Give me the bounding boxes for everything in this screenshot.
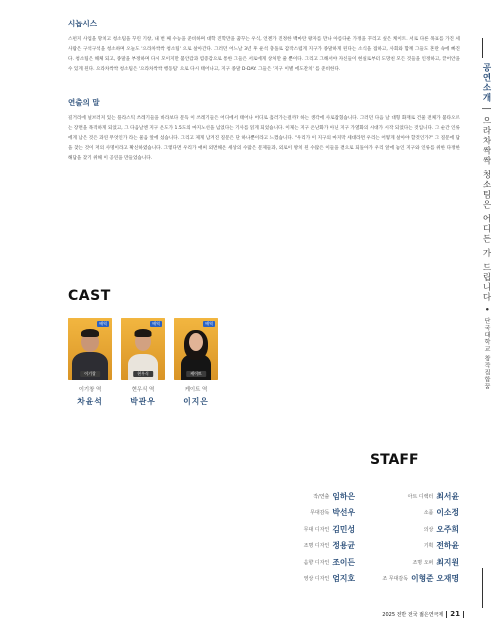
staff-name: 엄지호 (332, 574, 355, 584)
intent-text (68, 114, 460, 164)
cast-photo (174, 318, 218, 380)
footer-divider (463, 611, 464, 618)
cast-member (121, 385, 165, 407)
staff-name: 임하은 (332, 491, 355, 501)
side-divider (482, 38, 483, 58)
staff-role: 조명 오퍼 (412, 559, 434, 566)
cast-role: 케이트 역 (184, 387, 208, 393)
cast-photo-tag: 배역 (152, 321, 160, 326)
staff-name: 이소정 (436, 508, 459, 518)
main-content (68, 18, 460, 164)
staff-title: STAFF (370, 452, 419, 468)
staff-row (245, 554, 355, 571)
side-rail (470, 8, 500, 623)
synopsis-text (68, 35, 460, 75)
cast-role: 이기창 역 (78, 387, 102, 393)
cast-photo-tag: 배역 (205, 321, 213, 326)
intent-paragraph: 길거리에 널브러져 있는 플라스틱 쓰레기들을 바라보다 문득 이 쓰레기들은 어디에서 태어나 어디로 흘러가는걸까? 하는 생각에 사로잡혔습니다. 그러던 다음 날 대형 화재로 건물 전체가 불타오르는 장면을 목격하게 되었고, 그 다음날엔 지구 온도가 1.5도의 마지노선을 넘었다는 기사를 읽게 되었습니다. 이제는 지구 온난화가 아닌 지구 가열화의 시대가 시작 되었다는 것입니다. 그 순간 인류에게 남은 것은 과연 무엇인가 라는 물음 앞에 섰습니다. 그리고 제게 남겨진 질문은 단 하나뿐이라고 느꼈습니다. "우리가 이 지구의 마지막 세대라면 우리는 어떻게 살아야 할것인가?" 그 질문에 답을 찾는 것이 저의 사명이라고 확신하였습니다. 그렇다면 우리가 애써 외면해온 세상의 수많은 문제들과, 외로이 방치 된 수많은 이들을 곁으로 되돌아가 우리 앞에 놓인 지구와 인류를 위한 다정한 해답을 찾기 위해 이 공연을 만들었습니다. (68, 116, 460, 161)
staff-name: 오주희 (436, 524, 459, 534)
cast-name: 차윤석 (77, 397, 103, 406)
cast-labels (68, 385, 218, 407)
footer-text: 2025 전반 전국 젊은연극제 (382, 611, 444, 618)
staff-row (245, 488, 355, 505)
staff-name: 박선우 (332, 508, 355, 518)
staff-role: 영상 디자인 (303, 576, 330, 583)
cast-role: 현우식 역 (131, 387, 155, 393)
staff-role: 의상 (423, 526, 434, 533)
synopsis-heading: 시놉시스 (68, 19, 97, 28)
cast-photos (68, 318, 218, 380)
cast-title: CAST (68, 288, 111, 304)
staff-name: 정용균 (332, 541, 355, 551)
side-title: 으라차싹싹 청소팀은 어디든 가 드립니다 (481, 115, 491, 303)
staff-row (245, 505, 355, 522)
staff-name: 조이든 (332, 557, 355, 567)
staff-row (356, 554, 459, 571)
staff-row (356, 521, 459, 538)
staff-role: 아트 디렉터 (407, 493, 434, 500)
cast-photo-name: 이기창 (80, 371, 100, 377)
staff-row (245, 521, 355, 538)
cast-photo (121, 318, 165, 380)
side-label: 공연소개 (481, 63, 491, 103)
staff-name: 최서윤 (436, 491, 459, 501)
staff-role: 음향 디자인 (303, 559, 330, 566)
synopsis-paragraph: 스펀지 사업을 망치고 청소팀을 꾸린 기창, 내 번 째 수능을 준비하며 대학 진학만을 꿈꾸는 우식, 언젠가 진정한 백마탄 왕자를 만나 아름다운 가정을 꾸리고 싶은 케이트. 서로 다른 목표를 가진 세 사람은 구석구석을 청소하며 오늘도 '으라차싹싹 청소팀' 으로 살아간다. 그러던 어느날 3년 후 운석 충돌로 갑작스럽게 지구가 종말하게 된다는 소식을 접하고, 사회와 함께 그들도 혼란 속에 빠진다. 청소팀은 해체 되고, 종말을 부정하며 다시 모이지만 불안감과 염증감으로 통한 그들은 서로에게 상처만 줄 뿐이다. 그리고 그해서야 자신들이 현실로부터 도망친 모든 것들을 인정하고, 끝어안을 수 있게 된다. 으라차싹싹 청소팀은 '으라차싹싹 행동팀' 으로 다시 태어나고, 지구 종말 D-DAY. 그들은 '지구 이별 에도잔치' 를 준비한다. (68, 37, 460, 72)
side-company: 단국대학교 창작집합꿈 (483, 317, 490, 391)
staff-row (356, 505, 459, 522)
cast-name: 박관우 (130, 397, 156, 406)
staff-list-left (245, 488, 355, 587)
staff-name: 최지원 (436, 557, 459, 567)
cast-photo-tag: 배역 (99, 321, 107, 326)
staff-role: 기획 (423, 543, 434, 550)
staff-role: 조 무대감독 (382, 576, 409, 583)
staff-row (245, 538, 355, 555)
staff-name: 전하윤 (436, 541, 459, 551)
staff-list-right (356, 488, 459, 587)
cast-member (68, 385, 112, 407)
staff-row (356, 488, 459, 505)
staff-name: 김민성 (332, 524, 355, 534)
cast-name: 이지은 (183, 397, 209, 406)
staff-role: 소품 (423, 510, 434, 517)
page-number: 21 (450, 610, 460, 618)
staff-name: 이형준 오재명 (411, 574, 459, 584)
page-footer (382, 610, 464, 618)
footer-divider (446, 611, 447, 618)
staff-row (356, 571, 459, 588)
cast-member (174, 385, 218, 407)
intent-heading: 연출의 말 (68, 98, 100, 107)
side-divider (482, 568, 483, 608)
side-vertical-text (474, 63, 492, 390)
staff-role: 조명 디자인 (303, 543, 330, 550)
staff-row (356, 538, 459, 555)
staff-row (245, 571, 355, 588)
side-spacer: | (481, 107, 491, 116)
side-bullet: • (481, 306, 491, 314)
staff-role: 무대감독 (310, 510, 330, 517)
cast-photo (68, 318, 112, 380)
cast-photo-name: 현우식 (133, 371, 153, 377)
cast-photo-name: 케이트 (186, 371, 206, 377)
staff-role: 무대 디자인 (303, 526, 330, 533)
staff-role: 작/연출 (313, 493, 330, 500)
